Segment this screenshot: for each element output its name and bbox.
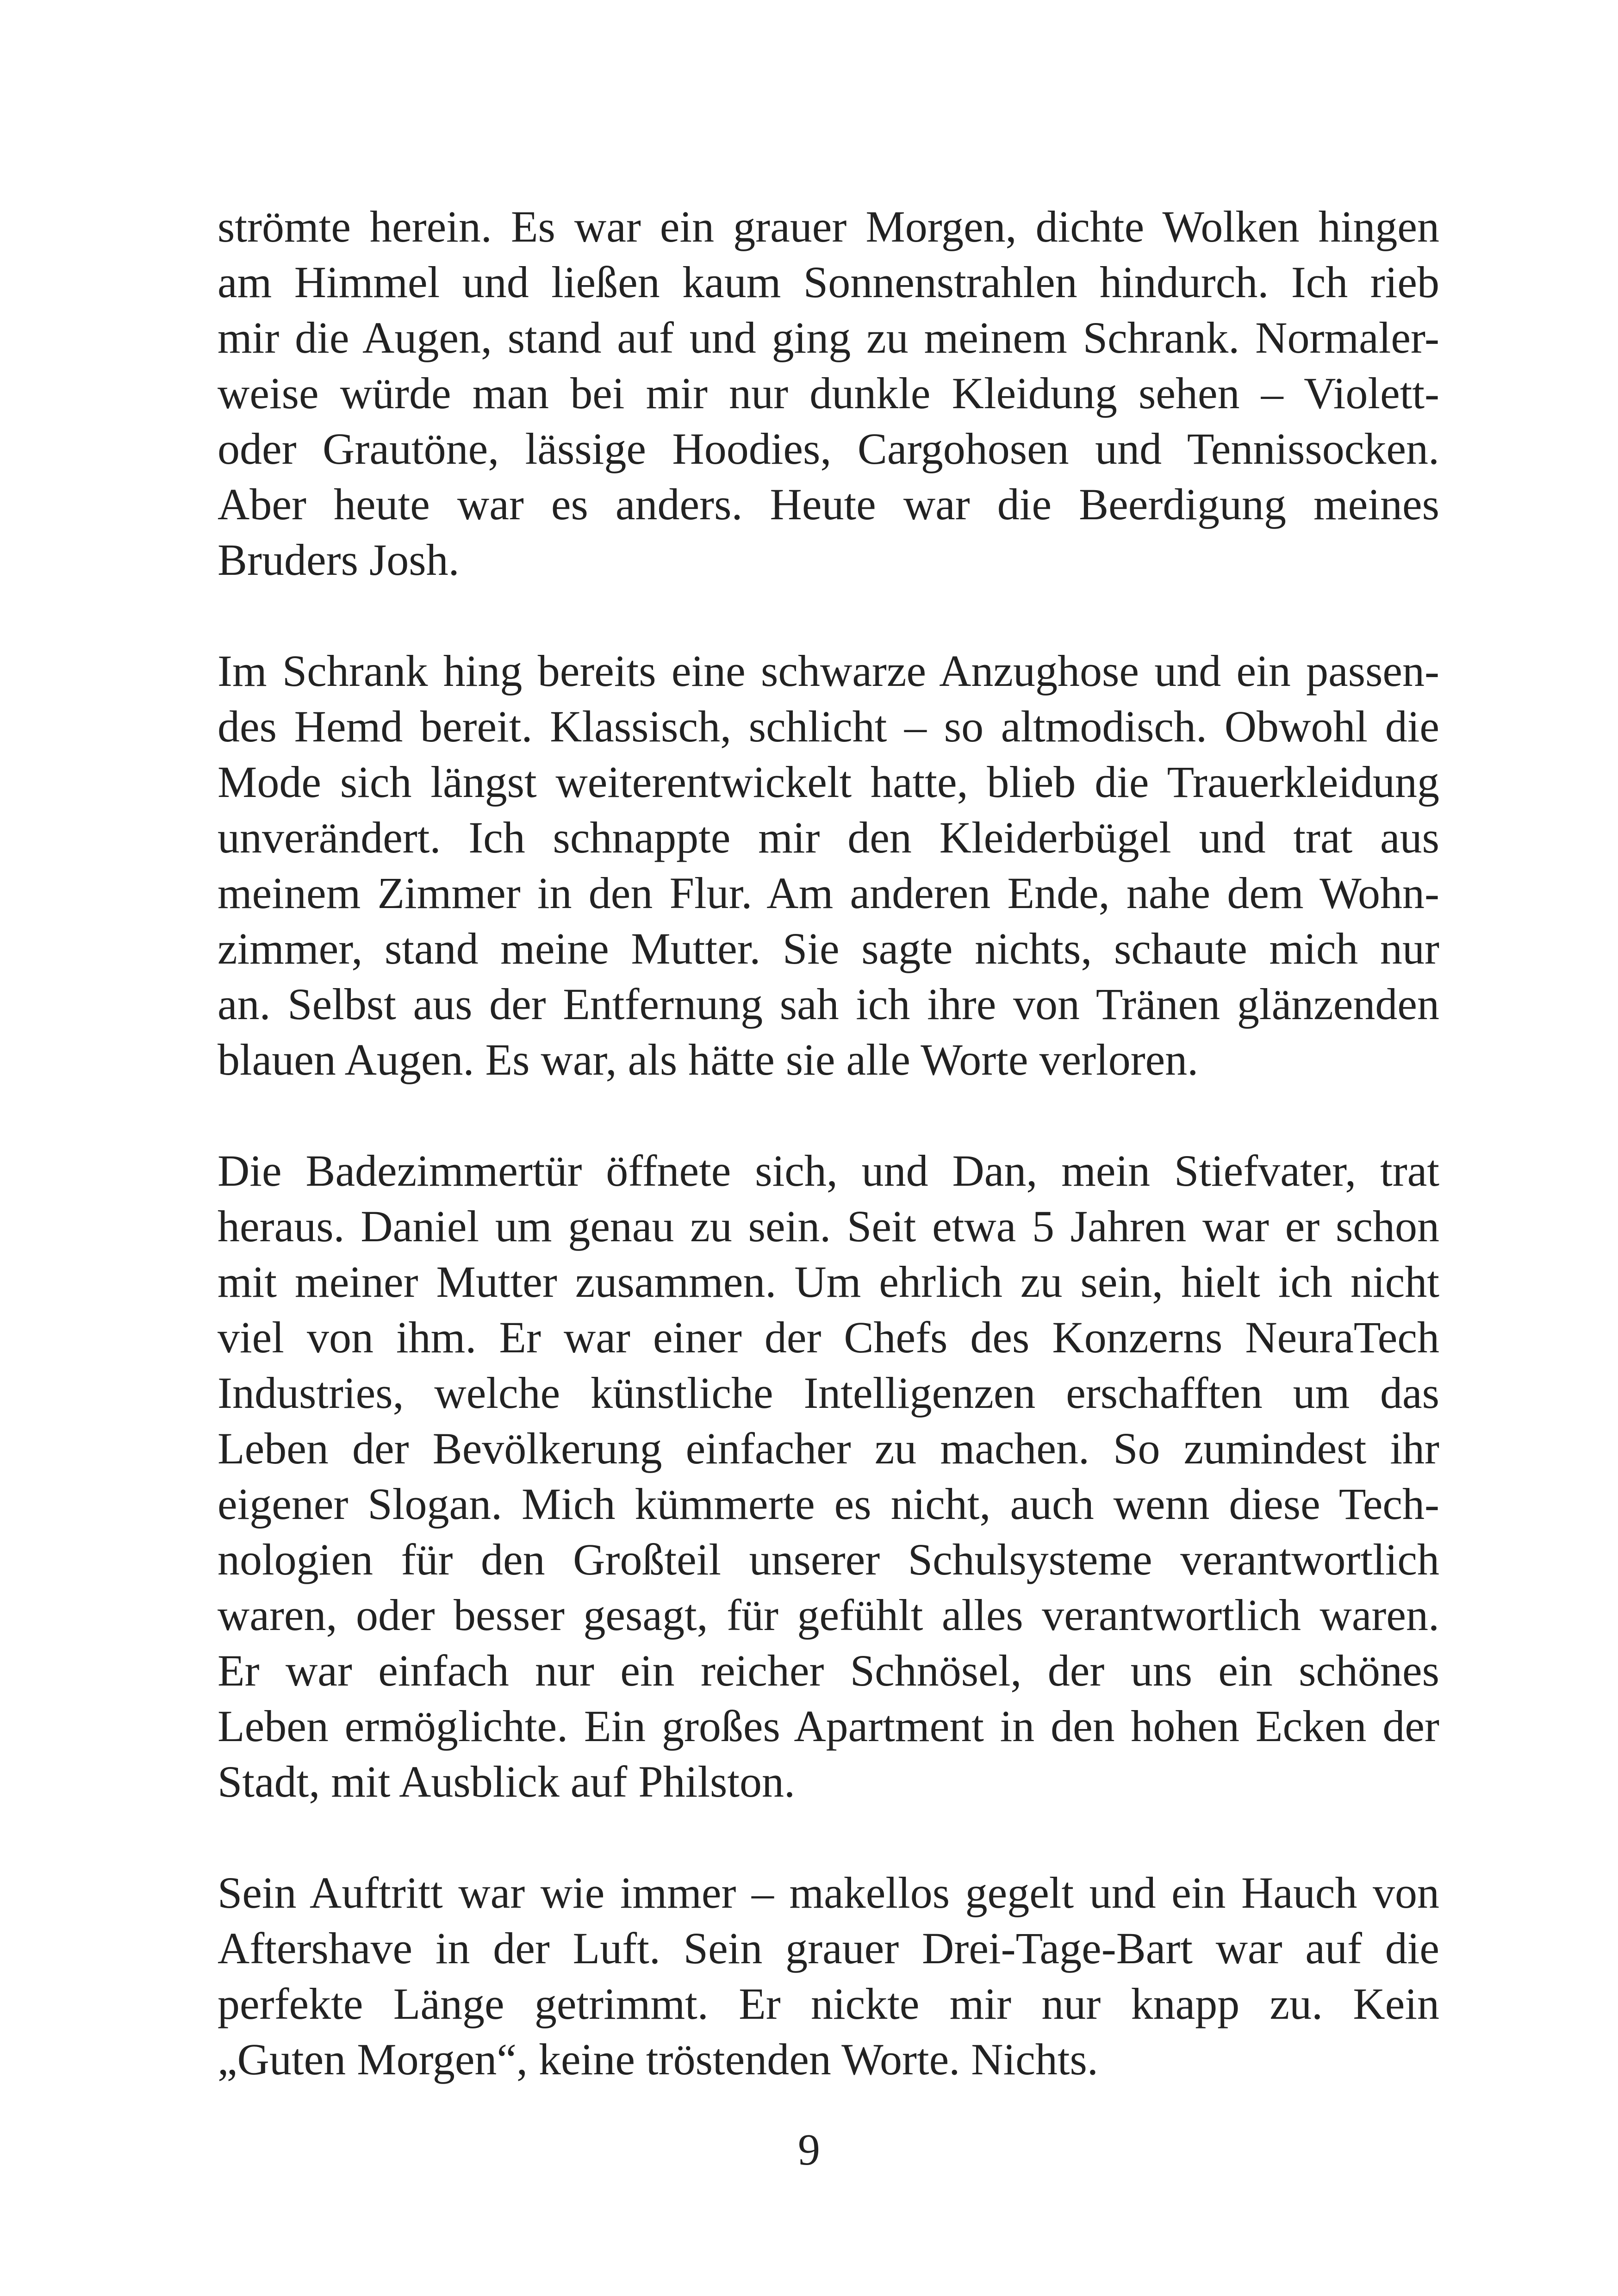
text-line: Stadt, mit Ausblick auf Philston.: [218, 1757, 796, 1806]
text-line: zimmer, stand meine Mutter. Sie sagte nichts, schaute mich nur: [218, 924, 1439, 973]
paragraph-spacer: [218, 1088, 1439, 1143]
page-number: 9: [798, 2125, 820, 2174]
text-line: mir die Augen, stand auf und ging zu meinem Schrank. Normaler-: [218, 313, 1439, 362]
text-line: nologien für den Großteil unserer Schulsysteme verantwortlich: [218, 1535, 1439, 1584]
text-line: viel von ihm. Er war einer der Chefs des Konzerns NeuraTech: [218, 1313, 1439, 1362]
text-line: „Guten Morgen“, keine tröstenden Worte. Nichts.: [218, 2035, 1098, 2084]
text-line: Leben ermöglichte. Ein großes Apartment in den hohen Ecken der: [218, 1701, 1439, 1751]
text-line: oder Grautöne, lässige Hoodies, Cargohosen und Tennissocken.: [218, 424, 1439, 473]
paragraph-4: [218, 1865, 1439, 2087]
text-line: strömte herein. Es war ein grauer Morgen, dichte Wolken hingen: [218, 202, 1439, 251]
text-line: Bruders Josh.: [218, 535, 460, 585]
text-line: Die Badezimmertür öffnete sich, und Dan, mein Stiefvater, trat: [218, 1146, 1439, 1195]
text-line: mit meiner Mutter zusammen. Um ehrlich zu sein, hielt ich nicht: [218, 1257, 1439, 1307]
text-line: Leben der Bevölkerung einfacher zu machen. So zumindest ihr: [218, 1424, 1439, 1473]
text-line: heraus. Daniel um genau zu sein. Seit etwa 5 Jahren war er schon: [218, 1201, 1439, 1251]
text-line: am Himmel und ließen kaum Sonnenstrahlen hindurch. Ich rieb: [218, 257, 1439, 307]
text-line: waren, oder besser gesagt, für gefühlt alles verantwortlich waren.: [218, 1590, 1439, 1640]
paragraph-spacer: [218, 1810, 1439, 1865]
text-line: des Hemd bereit. Klassisch, schlicht – so altmodisch. Obwohl die: [218, 702, 1439, 751]
body-text: [218, 199, 1439, 2087]
text-line: Er war einfach nur ein reicher Schnösel, der uns ein schönes: [218, 1646, 1439, 1695]
text-line: blauen Augen. Es war, als hätte sie alle Worte verloren.: [218, 1035, 1199, 1084]
paragraph-1: [218, 199, 1439, 588]
text-line: eigener Slogan. Mich kümmerte es nicht, auch wenn diese Tech-: [218, 1479, 1439, 1529]
text-line: Sein Auftritt war wie immer – makellos gegelt und ein Hauch von: [218, 1868, 1439, 1917]
text-line: Aftershave in der Luft. Sein grauer Drei-Tage-Bart war auf die: [218, 1923, 1439, 1973]
text-line: unverändert. Ich schnappte mir den Kleiderbügel und trat aus: [218, 813, 1439, 862]
text-line: Mode sich längst weiterentwickelt hatte, blieb die Trauerkleidung: [218, 757, 1439, 807]
text-line: Industries, welche künstliche Intelligenzen erschafften um das: [218, 1368, 1439, 1418]
text-line: weise würde man bei mir nur dunkle Kleidung sehen – Violett-: [218, 368, 1439, 418]
text-line: Im Schrank hing bereits eine schwarze Anzughose und ein passen-: [218, 646, 1439, 696]
paragraph-2: [218, 643, 1439, 1088]
text-line: an. Selbst aus der Entfernung sah ich ihre von Tränen glänzenden: [218, 979, 1439, 1029]
paragraph-3: [218, 1143, 1439, 1810]
text-line: Aber heute war es anders. Heute war die Beerdigung meines: [218, 479, 1439, 529]
text-line: perfekte Länge getrimmt. Er nickte mir nur knapp zu. Kein: [218, 1979, 1439, 2028]
paragraph-spacer: [218, 588, 1439, 643]
text-line: meinem Zimmer in den Flur. Am anderen Ende, nahe dem Wohn-: [218, 868, 1439, 918]
